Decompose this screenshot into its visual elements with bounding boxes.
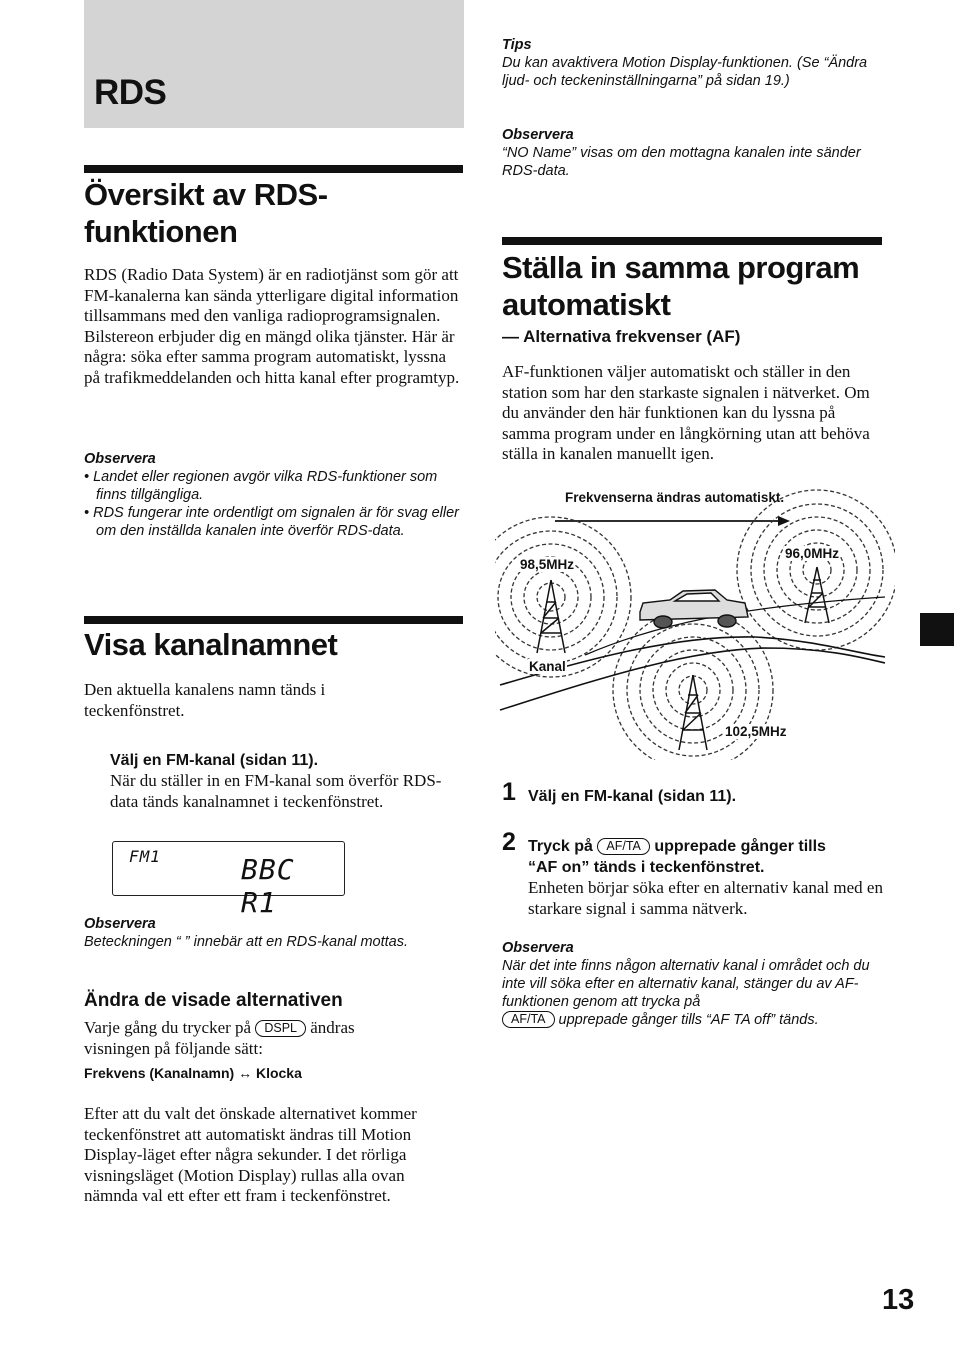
thumb-tab (920, 613, 954, 646)
af-note (502, 939, 882, 1029)
step-number: 2 (502, 828, 516, 856)
note-text: När det inte finns någon alternativ kanal i området och du inte vill söka efter en alternativ kanal, stänger du av AF-funktionen genom att trycka på AF/TA upprepade gånger tills “AF TA off” tänds. (502, 958, 870, 1028)
closing-text: Efter att du valt det önskade alternativet kommer teckenfönstret att automatiskt ändras till Motion Display-läget efter några sekunder. I det rörliga visningsläget (Motion Display) rullas alla ovan nämnda val ett efter ett fram i teckenfönstret. (84, 1104, 417, 1205)
sub-heading: Ändra de visade alternativen (84, 990, 343, 1011)
section-title: RDS (94, 73, 167, 112)
freq-bottom-label: 102,5MHz (725, 724, 787, 739)
af-diagram (495, 485, 895, 760)
section-header (84, 0, 464, 128)
note-item: • RDS fungerar inte ordentligt om signalen är för svag eller om den inställda kanalen inte överför RDS-data. (84, 505, 460, 539)
heading-af: Ställa in samma program automatiskt (502, 250, 860, 322)
tower-bottom (679, 675, 707, 750)
step-title: Välj en FM-kanal (sidan 11). (110, 752, 319, 769)
note-label: Observera (84, 451, 156, 467)
step-title: Välj en FM-kanal (sidan 11). (528, 788, 737, 805)
lcd-display (112, 841, 345, 919)
af-subtitle: — Alternativa frekvenser (AF) (502, 327, 741, 346)
sub-text: Varje gång du trycker på DSPL ändras visningen på följande sätt: (84, 1018, 355, 1058)
diagram-caption: Frekvenserna ändras automatiskt. (565, 490, 785, 505)
step-text: Enheten börjar söka efter en alternativ kanal med en starkare signal i samma nätverk. (528, 878, 883, 918)
tower-left (537, 580, 565, 653)
step-title: Tryck på AF/TA upprepade gånger tills “AF on” tänds i teckenfönstret. (528, 838, 826, 876)
channel-note (84, 915, 464, 951)
tips-block (502, 36, 882, 90)
car-icon (640, 590, 748, 628)
heading-channel-name: Visa kanalnamnet (84, 627, 338, 662)
display-sequence: Frekvens (Kanalnamn) ↔ Klocka (84, 1065, 302, 1081)
tips-label: Tips (502, 37, 532, 53)
tips-text: Du kan avaktivera Motion Display-funktionen. (Se “Ändra ljud- och teckeninställningarna” på sidan 19.) (502, 55, 868, 89)
overview-body: RDS (Radio Data System) är en radiotjänst som gör att FM-kanalerna kan sända ytterligare digital information tillsammans med den vanliga radioprogramsignalen. Bilstereon erbjuder dig en mängd olika tjänster. Här är några: söka efter samma program automatiskt, lyssna på trafikmeddelanden och hitta kanal efter programtyp. (84, 265, 460, 387)
af-ta-button[interactable]: AF/TA (597, 838, 650, 855)
note-label: Observera (502, 127, 574, 143)
dspl-button[interactable]: DSPL (255, 1020, 306, 1037)
af-body: AF-funktionen väljer automatiskt och ställer in den station som har den starkaste signalen i nätverket. Om du använder den här funktionen kan du lyssna på samma program under en långkörning utan att behöva ställa in kanalen manuellt igen. (502, 362, 870, 463)
section-rule (84, 616, 463, 624)
note-text: Beteckningen “ ” innebär att en RDS-kanal mottas. (84, 934, 409, 950)
note-text: “NO Name” visas om den mottagna kanalen inte sänder RDS-data. (502, 145, 861, 179)
note-label: Observera (84, 916, 156, 932)
display-band: FM1 (129, 847, 161, 866)
display-channel-name: BBC R1 (241, 853, 295, 919)
step-number: 1 (502, 778, 516, 806)
page-number: 13 (882, 1284, 915, 1316)
double-arrow-icon: ↔ (238, 1065, 253, 1081)
overview-note (84, 450, 466, 540)
rds-note (502, 126, 882, 180)
channel-label: Kanal (529, 659, 566, 674)
note-label: Observera (502, 940, 574, 956)
note-item: • Landet eller regionen avgör vilka RDS-funktioner som finns tillgängliga. (84, 469, 438, 503)
section-rule (502, 237, 882, 245)
step-text: När du ställer in en FM-kanal som överför RDS-data tänds kanalnamnet i teckenfönstret. (110, 771, 442, 811)
freq-right-label: 96,0MHz (785, 546, 840, 561)
section-rule (84, 165, 463, 173)
heading-overview: Översikt av RDS- funktionen (84, 177, 328, 249)
channel-body: Den aktuella kanalens namn tänds i teckenfönstret. (84, 680, 326, 720)
signal-waves-left (495, 517, 631, 677)
freq-left-label: 98,5MHz (520, 557, 575, 572)
af-ta-button[interactable]: AF/TA (502, 1011, 555, 1028)
